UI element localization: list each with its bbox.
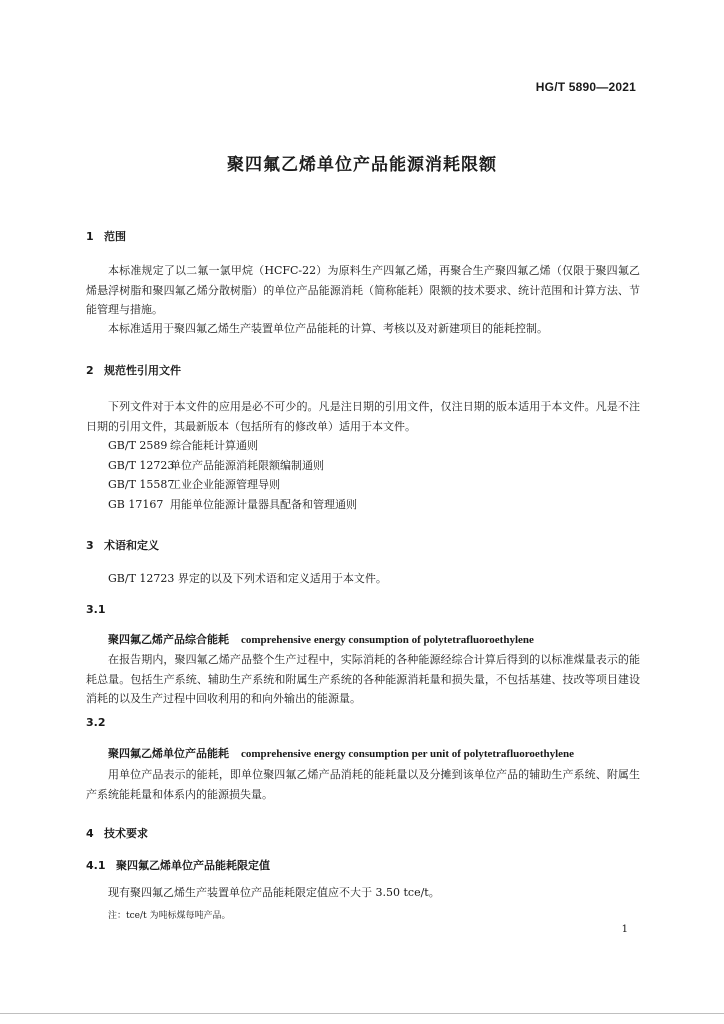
subsection-4-1-heading [86, 857, 270, 873]
reference-code: GB/T 12723 [108, 458, 175, 472]
section-1-heading [86, 228, 126, 244]
reference-item [108, 436, 357, 456]
note: 注：tce/t 为吨标煤每吨产品。 [108, 911, 231, 921]
section-title: 范围 [104, 230, 126, 243]
reference-item [108, 456, 357, 476]
section-3-paragraph-1: GB/T 12723 界定的以及下列术语和定义适用于本文件。 [108, 572, 387, 585]
term-3-2-number: 3.2 [86, 716, 106, 729]
reference-code: GB 17167 [108, 497, 164, 511]
section-title: 术语和定义 [104, 539, 159, 552]
term-chinese: 聚四氟乙烯单位产品能耗 [108, 747, 229, 760]
section-2-heading [86, 362, 181, 378]
reference-name: 工业企业能源管理导则 [170, 478, 280, 491]
section-title: 技术要求 [104, 827, 148, 840]
section-number: 3 [86, 539, 94, 552]
standard-code: HG/T 5890—2021 [535, 80, 636, 94]
subsection-number: 4.1 [86, 859, 106, 872]
reference-list [108, 436, 357, 514]
reference-item [108, 495, 357, 515]
term-english: comprehensive energy consumption of polytetrafluoroethylene [241, 634, 534, 646]
reference-code: GB/T 2589 [108, 439, 168, 452]
reference-name: 用能单位能源计量器具配备和管理通则 [170, 497, 357, 511]
section-1-paragraph-2: 本标准适用于聚四氟乙烯生产装置单位产品能耗的计算、考核以及对新建项目的能耗控制。 [108, 322, 548, 335]
term-english: comprehensive energy consumption per unit of polytetrafluoroethylene [241, 748, 575, 760]
section-title: 规范性引用文件 [104, 364, 181, 377]
reference-code: GB/T 15587 [108, 478, 175, 491]
section-number: 1 [86, 230, 94, 243]
section-4-heading [86, 825, 148, 841]
bottom-divider [0, 1013, 724, 1014]
page-number: 1 [621, 924, 628, 935]
subsection-4-1-paragraph: 现有聚四氟乙烯生产装置单位产品能耗限定值应不大于 3.50 tce/t。 [108, 886, 440, 899]
section-1-paragraph-1: 本标准规定了以二氟一氯甲烷（HCFC-22）为原料生产四氟乙烯，再聚合生产聚四氟乙烯（仅限于聚四氟乙烯悬浮树脂和聚四氟乙烯分散树脂）的单位产品能源消耗（简称能耗）限额的技术要求、统计范围和计算方法、节能管理与措施。 [86, 264, 640, 316]
term-3-2 [108, 745, 574, 761]
document-title: 聚四氟乙烯单位产品能源消耗限额 [227, 155, 497, 175]
term-3-1 [108, 631, 534, 647]
term-chinese: 聚四氟乙烯产品综合能耗 [108, 633, 229, 646]
reference-name: 单位产品能源消耗限额编制通则 [170, 458, 324, 472]
section-number: 2 [86, 364, 94, 377]
section-2-paragraph-1: 下列文件对于本文件的应用是必不可少的。凡是注日期的引用文件，仅注日期的版本适用于本文件。凡是不注日期的引用文件，其最新版本（包括所有的修改单）适用于本文件。 [86, 400, 640, 433]
reference-item [108, 475, 357, 495]
subsection-title: 聚四氟乙烯单位产品能耗限定值 [116, 859, 270, 872]
section-number: 4 [86, 827, 94, 840]
reference-name: 综合能耗计算通则 [170, 439, 258, 452]
term-3-2-definition: 用单位产品表示的能耗，即单位聚四氟乙烯产品消耗的能耗量以及分摊到该单位产品的辅助生产系统、附属生产系统能耗量和体系内的能源损失量。 [86, 768, 640, 801]
section-3-heading [86, 537, 159, 553]
term-3-1-definition: 在报告期内，聚四氟乙烯产品整个生产过程中，实际消耗的各种能源经综合计算后得到的以标准煤量表示的能耗总量。包括生产系统、辅助生产系统和附属生产系统的各种能源消耗量和损失量，不包括基建、技改等项目建设消耗的以及生产过程中回收利用的和向外输出的能源量。 [86, 653, 640, 705]
term-3-1-number: 3.1 [86, 603, 106, 616]
